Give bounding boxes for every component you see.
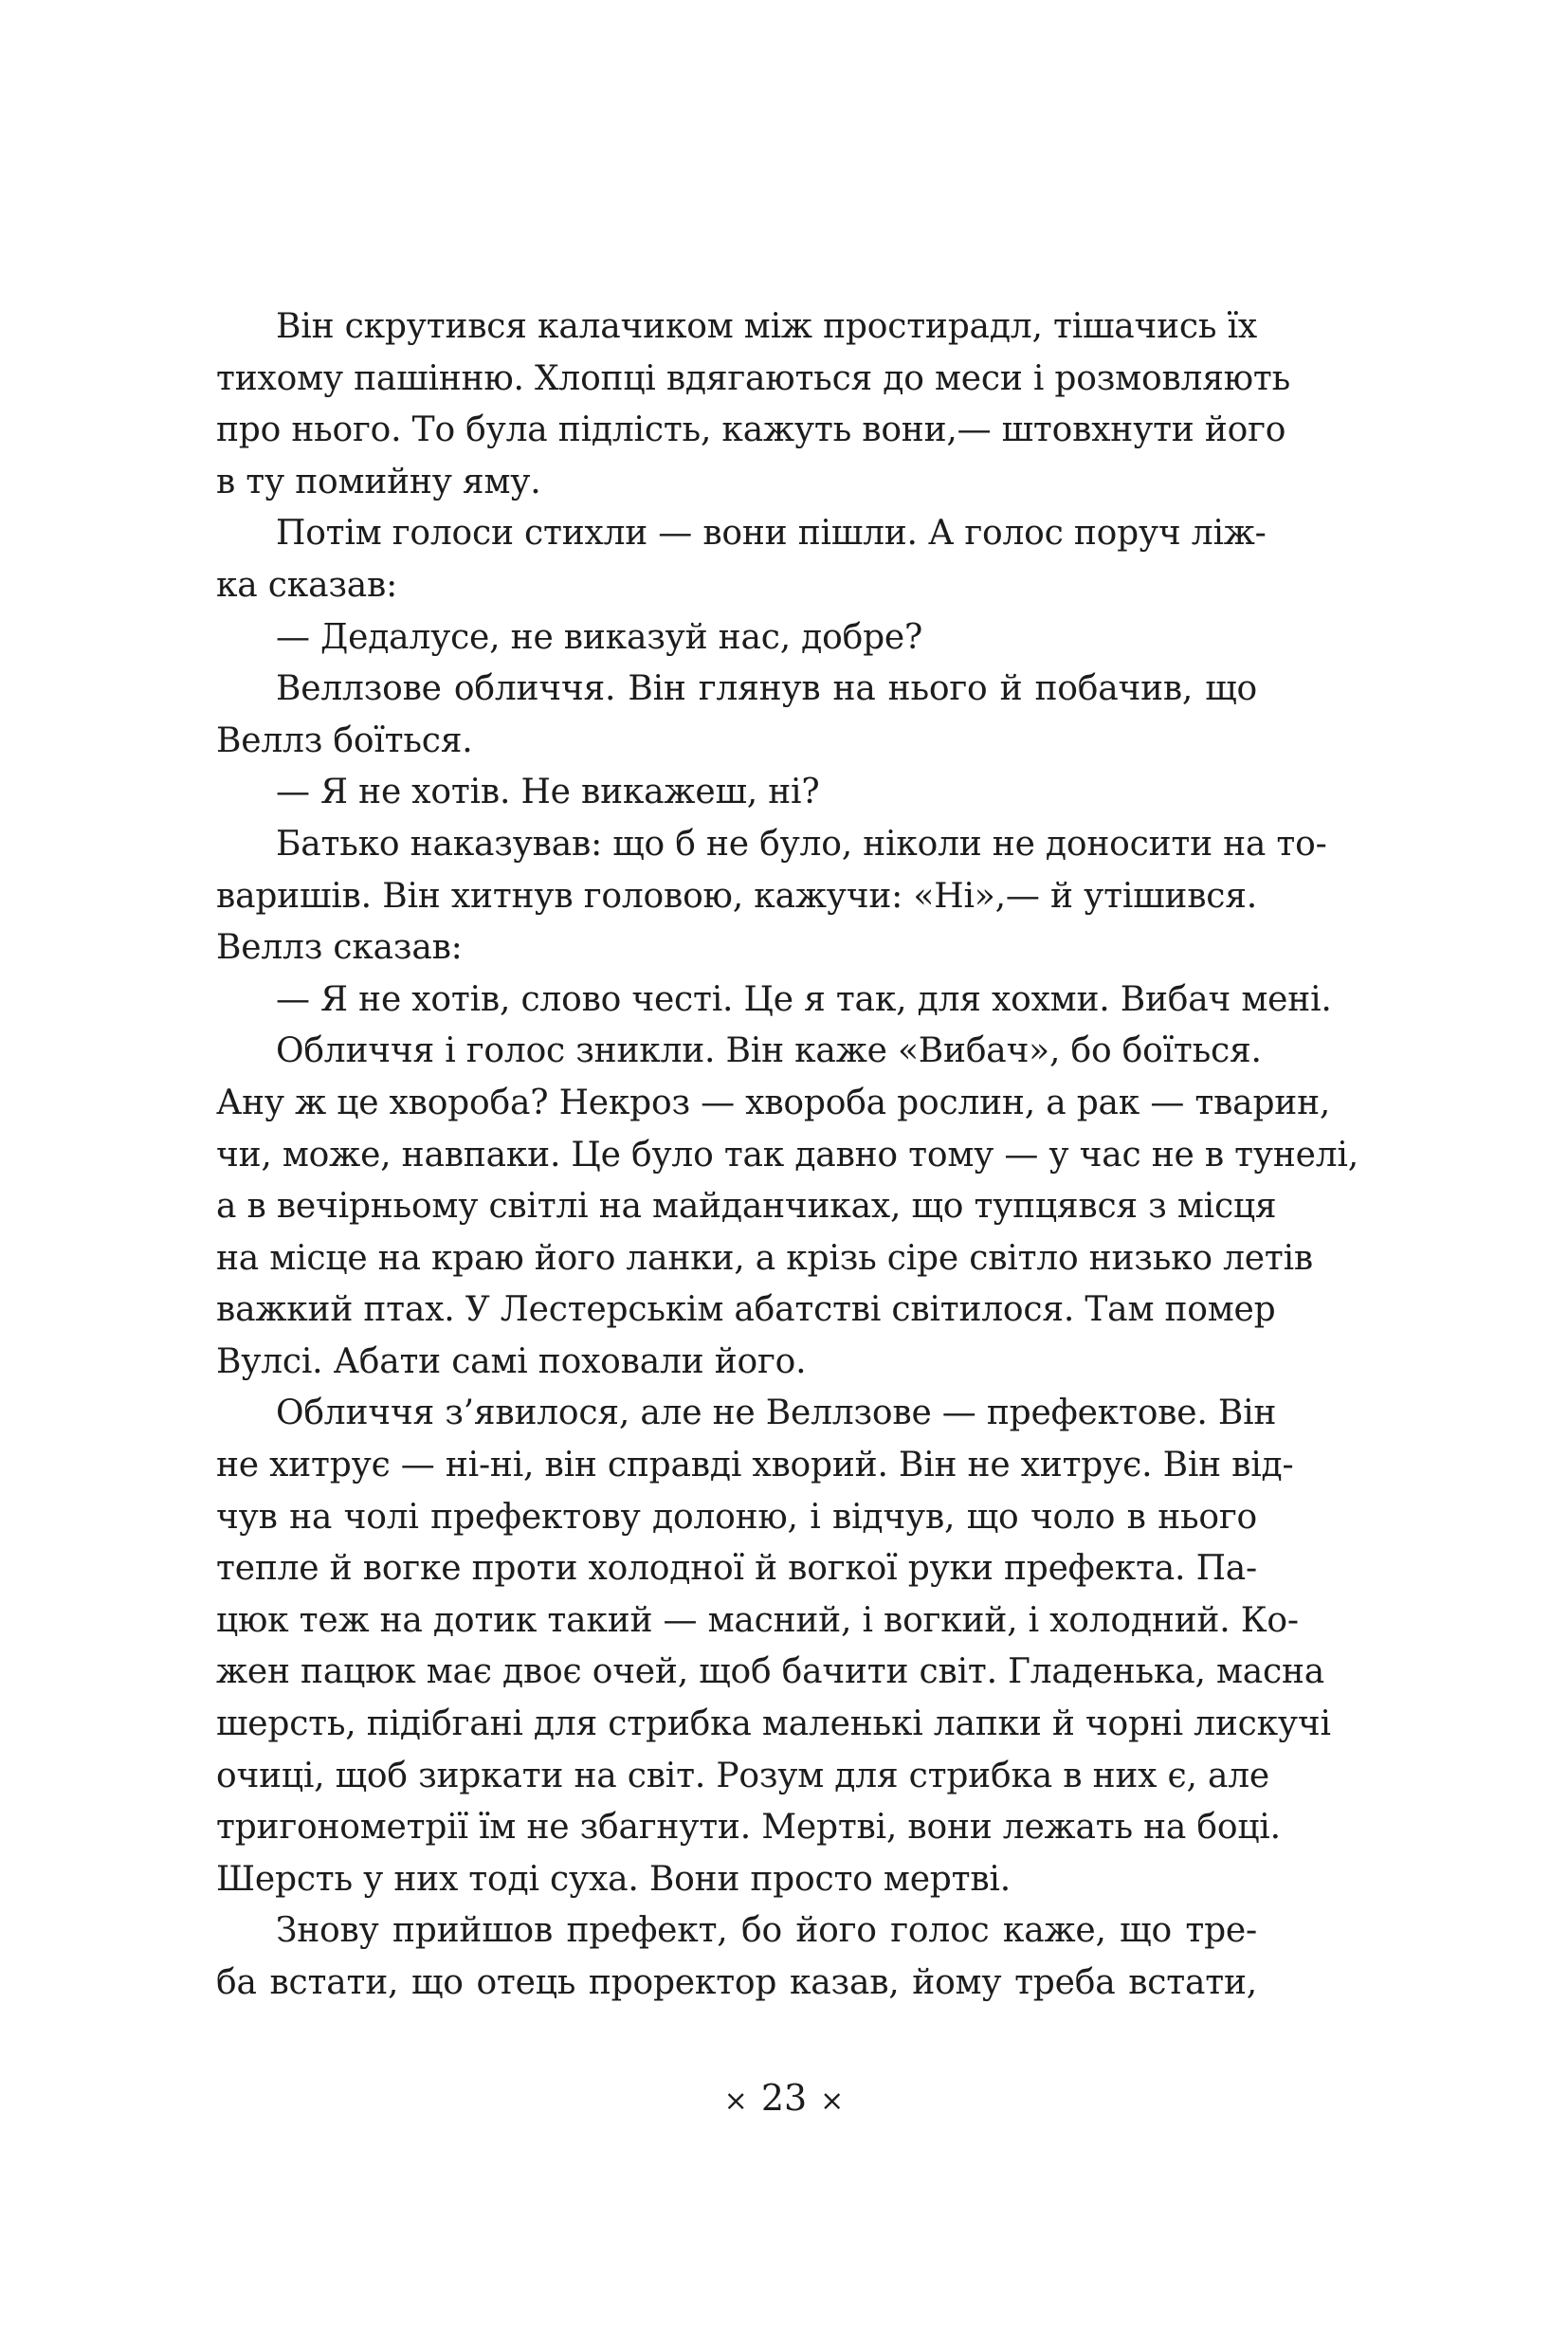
folio-right-ornament: × xyxy=(820,2085,845,2118)
text-line: шерсть, підібгані для стрибка маленькі лапки й чорні лискучі xyxy=(216,1704,1331,1744)
text-line: жен пацюк має двоє очей, щоб бачити світ. Гладенька, масна xyxy=(216,1652,1325,1692)
text-line: Знову прийшов префект, бо його голос каже, що тре- xyxy=(276,1911,1257,1951)
folio-left-ornament: × xyxy=(723,2085,748,2118)
text-line: — Я не хотів, слово честі. Це я так, для хохми. Вибач мені. xyxy=(276,979,1332,1019)
text-line: Веллз сказав: xyxy=(216,928,463,968)
text-line: Батько наказував: що б не було, ніколи не доносити на то- xyxy=(276,824,1327,864)
text-line: — Дедалусе, не виказуй нас, добре? xyxy=(276,617,923,657)
folio-number: 23 xyxy=(760,2077,808,2119)
text-line: Потім голоси стихли — вони пішли. А голос поруч ліж- xyxy=(276,514,1267,554)
text-line: не хитрує — ні-ні, він справді хворий. Він не хитрує. Він від- xyxy=(216,1446,1294,1485)
text-line: важкий птах. У Лестерськім абатстві світилося. Там помер xyxy=(216,1290,1276,1330)
text-line: Веллз боїться. xyxy=(216,720,473,760)
text-line: тепле й вогке проти холодної й вогкої руки префекта. Па- xyxy=(216,1549,1257,1589)
text-line: Обличчя з’явилося, але не Веллзове — префектове. Він xyxy=(276,1394,1277,1433)
text-line: цюк теж на дотик такий — масний, і вогкий, і холодний. Ко- xyxy=(216,1600,1299,1640)
text-line: Шерсть у них тоді суха. Вони просто мертві. xyxy=(216,1859,1011,1899)
text-line: Веллзове обличчя. Він глянув на нього й побачив, що xyxy=(276,669,1257,709)
text-line: тихому пашінню. Хлопці вдягаються до меси і розмовляють xyxy=(216,358,1290,398)
text-line: в ту помийну яму. xyxy=(216,462,541,501)
text-line: чув на чолі префектову долоню, і відчув, що чоло в нього xyxy=(216,1497,1257,1537)
text-line: а в вечірньому світлі на майданчиках, що тупцявся з місця xyxy=(216,1187,1277,1227)
text-line: очиці, щоб зиркати на світ. Розум для стрибка в них є, але xyxy=(216,1756,1269,1795)
text-line: Ану ж це хвороба? Некроз — хвороба рослин, а рак — тварин, xyxy=(216,1083,1331,1122)
text-line: Обличчя і голос зникли. Він каже «Вибач», бо боїться. xyxy=(276,1031,1262,1071)
text-line: Вулсі. Абати самі поховали його. xyxy=(216,1341,807,1381)
text-line: ка сказав: xyxy=(216,565,398,605)
text-line: ба встати, що отець проректор казав, йому треба встати, xyxy=(216,1963,1257,2002)
text-line: варишів. Він хитнув головою, кажучи: «Ні»,— й утішився. xyxy=(216,876,1257,916)
text-line: про нього. То була підлість, кажуть вони,— штовхнути його xyxy=(216,410,1286,450)
text-line: Він скрутився калачиком між простирадл, тішачись їх xyxy=(276,307,1257,346)
text-line: чи, може, навпаки. Це було так давно тому — у час не в тунелі, xyxy=(216,1135,1358,1175)
text-line: на місце на краю його ланки, а крізь сіре світло низько летів xyxy=(216,1238,1313,1278)
body-text xyxy=(216,301,1358,2010)
text-line: — Я не хотів. Не викажеш, ні? xyxy=(276,773,820,812)
page-number xyxy=(0,2074,1568,2125)
text-line: тригонометрії їм не збагнути. Мертві, вони лежать на боці. xyxy=(216,1808,1281,1848)
